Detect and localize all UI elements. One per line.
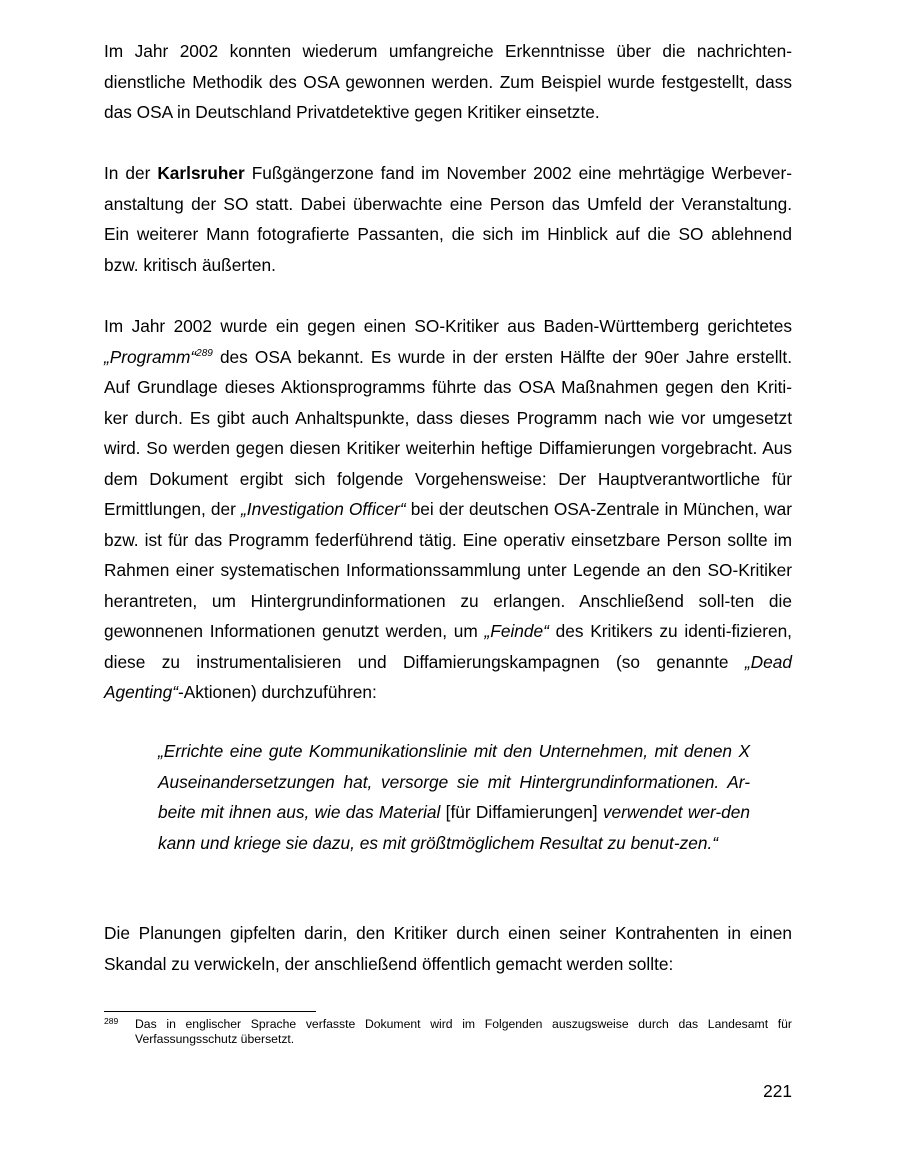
term-dead-agenting: „Dead Agenting“ — [104, 651, 792, 702]
paragraph-osa-methods — [104, 36, 792, 128]
quote-part-1: „Errichte eine gute Kommunikationslinie mit den Unternehmen, mit denen X Auseinandersetzungen hat, versorge sie mit Hintergrundinformationen. Ar-beite mit ihnen aus, wie das Material — [158, 741, 750, 822]
city-name-bold: Karlsruher — [157, 163, 245, 183]
paragraph-text: Im Jahr 2002 konnten wiederum umfangreiche Erkenntnisse über die nachrichten-dienstliche Methodik des OSA gewonnen werden. Zum Beispiel wurde festgestellt, dass das OSA in Deutschland Privatdetektive gegen Kritiker einsetzte. — [104, 41, 792, 122]
footnote — [104, 1017, 792, 1047]
paragraph-part-2: des OSA bekannt. Es wurde in der ersten Hälfte der 90er Jahre erstellt. Auf Grundlage dieses Aktionsprogramms führte das OSA Maßnahmen gegen den Kriti-ker durch. Es gibt auch Anhaltspunkte, dass dieses Programm nach wie vor umgesetzt wird. So werden gegen diesen Kritiker weiterhin heftige Diffamierungen vorgebracht. Aus dem Dokument ergibt sich folgende Vorgehensweise: Der Hauptverantwortliche für Ermittlungen, der — [104, 346, 792, 519]
paragraph-part-3: bei der deutschen OSA-Zentrale in München, war bzw. ist für das Programm federführend tätig. Eine operativ einsetzbare Person sollte im Rahmen einer systematischen Informationssammlung unter Legende an den SO-Kritiker herantreten, um Hintergrundinformationen zu erlangen. Anschließend soll-ten die gewonnenen Informationen genutzt werden, um — [104, 499, 792, 641]
term-investigation-officer: „Investigation Officer“ — [241, 499, 406, 519]
paragraph-programm — [104, 311, 792, 708]
footnote-divider — [104, 1011, 316, 1012]
term-programm: „Programm“ — [104, 346, 197, 367]
block-quote — [158, 736, 750, 858]
paragraph-part-1: Im Jahr 2002 wurde ein gegen einen SO-Kritiker aus Baden-Württemberg gerichtetes — [104, 316, 792, 336]
paragraph-part-5: -Aktionen) durchzuführen: — [177, 682, 377, 702]
paragraph-planning — [104, 918, 792, 979]
quote-insertion: [für Diffamierungen] — [445, 802, 598, 822]
paragraph-text: Die Planungen gipfelten darin, den Kritiker durch einen seiner Kontrahenten in einen Skandal zu verwickeln, der anschließend öffentlich gemacht werden sollte: — [104, 923, 792, 974]
term-feinde: „Feinde“ — [484, 621, 549, 641]
page-number: 221 — [763, 1081, 792, 1101]
footnote-text: Das in englischer Sprache verfasste Dokument wird im Folgenden auszugsweise durch das Landesamt für Verfassungsschutz übersetzt. — [135, 1017, 792, 1046]
paragraph-intro: In der — [104, 163, 158, 183]
paragraph-karlsruhe — [104, 158, 792, 280]
footnote-reference[interactable]: 289 — [196, 347, 213, 359]
quote-part-2: verwendet wer-den kann und kriege sie dazu, es mit größtmöglichem Resultat zu benut-zen.“ — [158, 802, 750, 853]
paragraph-part-4: des Kritikers zu identi-fizieren, diese zu instrumentalisieren und Diffamierungskampagnen (so genannte — [104, 621, 792, 672]
paragraph-rest: Fußgängerzone fand im November 2002 eine mehrtägige Werbever-anstaltung der SO statt. Dabei überwachte eine Person das Umfeld der Veranstaltung. Ein weiterer Mann fotografierte Passanten, die sich im Hinblick auf die SO ablehnend bzw. kritisch äußerten. — [104, 163, 792, 275]
footnote-number: 289 — [104, 1016, 119, 1026]
